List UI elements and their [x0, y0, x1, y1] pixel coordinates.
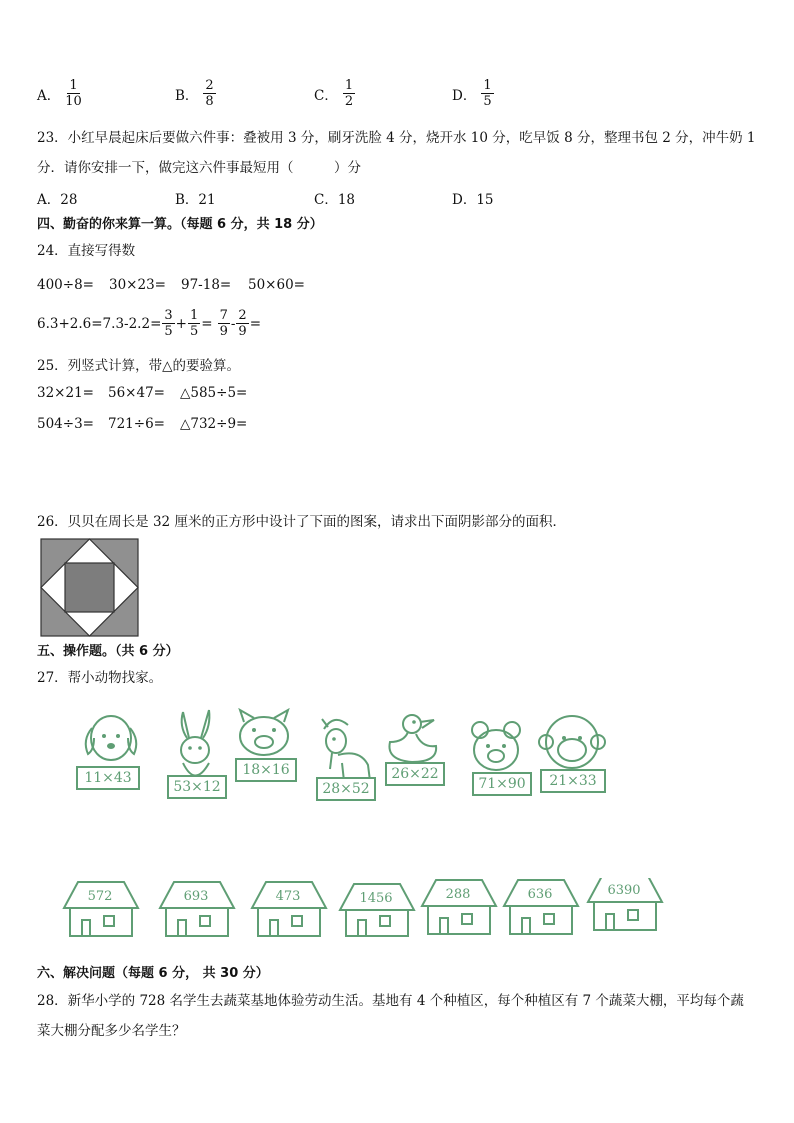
- fraction: $\frac{7}{9}$: [219, 308, 228, 339]
- q23-option-a[interactable]: A．28: [37, 192, 78, 208]
- pig-icon: [234, 708, 294, 763]
- section-4-heading: 四、勤奋的你来算一算。（每题 6 分，共 18 分）: [37, 217, 323, 232]
- fraction: $\frac{1}{10}$: [65, 78, 82, 109]
- svg-text:288: 288: [445, 887, 471, 902]
- q23-option-c[interactable]: C．18: [314, 192, 356, 208]
- q25-title: 25．列竖式计算，带△的要验算。: [37, 358, 241, 374]
- svg-text:6390: 6390: [607, 883, 641, 898]
- q28-line2: 菜大棚分配多少名学生？: [37, 1023, 186, 1039]
- fraction: $\frac{1}{5}$: [189, 308, 199, 339]
- svg-text:693: 693: [183, 889, 209, 904]
- fraction: $\frac{2}{8}$: [205, 78, 214, 109]
- house-288[interactable]: [422, 880, 496, 934]
- house-6390[interactable]: [588, 878, 662, 930]
- q22-option-b[interactable]: B． $\frac{2}{8}$: [175, 78, 214, 109]
- q25-item-3: △585÷5=: [180, 385, 248, 401]
- q26-title: 26．贝贝在周长是 32 厘米的正方形中设计了下面的图案，请求出下面阴影部分的面积．: [37, 514, 566, 530]
- q22-option-a[interactable]: A． $\frac{1}{10}$: [37, 78, 82, 109]
- q25-item-4: 504÷3=: [37, 416, 94, 432]
- q24-item-1: 400÷8=: [37, 277, 94, 293]
- monkey-icon: [538, 712, 606, 772]
- shaded-square: [65, 563, 114, 612]
- house-572[interactable]: [64, 882, 138, 936]
- q23-line1: 23．小红早晨起床后要做六件事：叠被用 3 分，刷牙洗脸 4 分，烧开水 10 分，吃早饭 8 分，整理书包 2 分，冲牛奶 1: [37, 130, 756, 146]
- svg-text:636: 636: [527, 887, 553, 902]
- animal-card-duck[interactable]: 26×22: [385, 762, 445, 786]
- house-636[interactable]: [504, 880, 578, 934]
- section-5-heading: 五、操作题。（共 6 分）: [37, 644, 179, 659]
- q24-item-2: 30×23=: [109, 277, 166, 293]
- house-1456[interactable]: [340, 884, 414, 936]
- bear-icon: [466, 718, 526, 776]
- duck-icon: [382, 712, 444, 767]
- fraction: $\frac{1}{2}$: [344, 78, 354, 109]
- square-pattern-figure: [40, 538, 139, 637]
- q25-item-5: 721÷6=: [108, 416, 165, 432]
- q24-row-2: 6.3+2.6=7.3-2.2= $\frac{3}{5}$ + $\frac{1}{5}$ = $\frac{7}{9}$ - $\frac{2}{9}$ =: [37, 308, 261, 339]
- animal-card-dog[interactable]: 11×43: [76, 766, 140, 790]
- q23-option-b[interactable]: B．21: [175, 192, 216, 208]
- animal-card-monkey[interactable]: 21×33: [540, 769, 606, 793]
- house-473[interactable]: [252, 882, 326, 936]
- goat-icon: [308, 715, 378, 785]
- fraction: $\frac{1}{5}$: [483, 78, 492, 109]
- svg-text:572: 572: [87, 889, 113, 904]
- house-693[interactable]: [160, 882, 234, 936]
- q25-item-2: 56×47=: [108, 385, 165, 401]
- svg-text:1456: 1456: [359, 891, 393, 906]
- q22-option-c[interactable]: C． $\frac{1}{2}$: [314, 78, 354, 109]
- q22-option-d[interactable]: D． $\frac{1}{5}$: [452, 78, 492, 109]
- q24-title: 24．直接写得数: [37, 243, 136, 259]
- section-6-heading: 六、解决问题（每题 6 分， 共 30 分）: [37, 966, 269, 981]
- fraction: $\frac{3}{5}$: [164, 308, 173, 339]
- q28-line1: 28．新华小学的 728 名学生去蔬菜基地体验劳动生活。基地有 4 个种植区，每个种植区有 7 个蔬菜大棚，平均每个蔬: [37, 993, 744, 1009]
- fraction: $\frac{2}{9}$: [238, 308, 247, 339]
- animal-card-rabbit[interactable]: 53×12: [167, 775, 227, 799]
- q23-option-d[interactable]: D．15: [452, 192, 494, 208]
- q24-item-3: 97-18=: [181, 277, 232, 293]
- q25-item-1: 32×21=: [37, 385, 94, 401]
- q24-item-4: 50×60=: [248, 277, 305, 293]
- houses-row: [60, 878, 680, 940]
- q23-line2: 分．请你安排一下，做完这六件事最短用（ ）分: [37, 160, 361, 176]
- q27-title: 27．帮小动物找家。: [37, 670, 163, 686]
- q25-item-6: △732÷9=: [180, 416, 248, 432]
- animal-card-pig[interactable]: 18×16: [235, 758, 297, 782]
- animal-card-bear[interactable]: 71×90: [472, 772, 532, 796]
- animal-card-goat[interactable]: 28×52: [316, 777, 376, 801]
- svg-text:473: 473: [275, 889, 301, 904]
